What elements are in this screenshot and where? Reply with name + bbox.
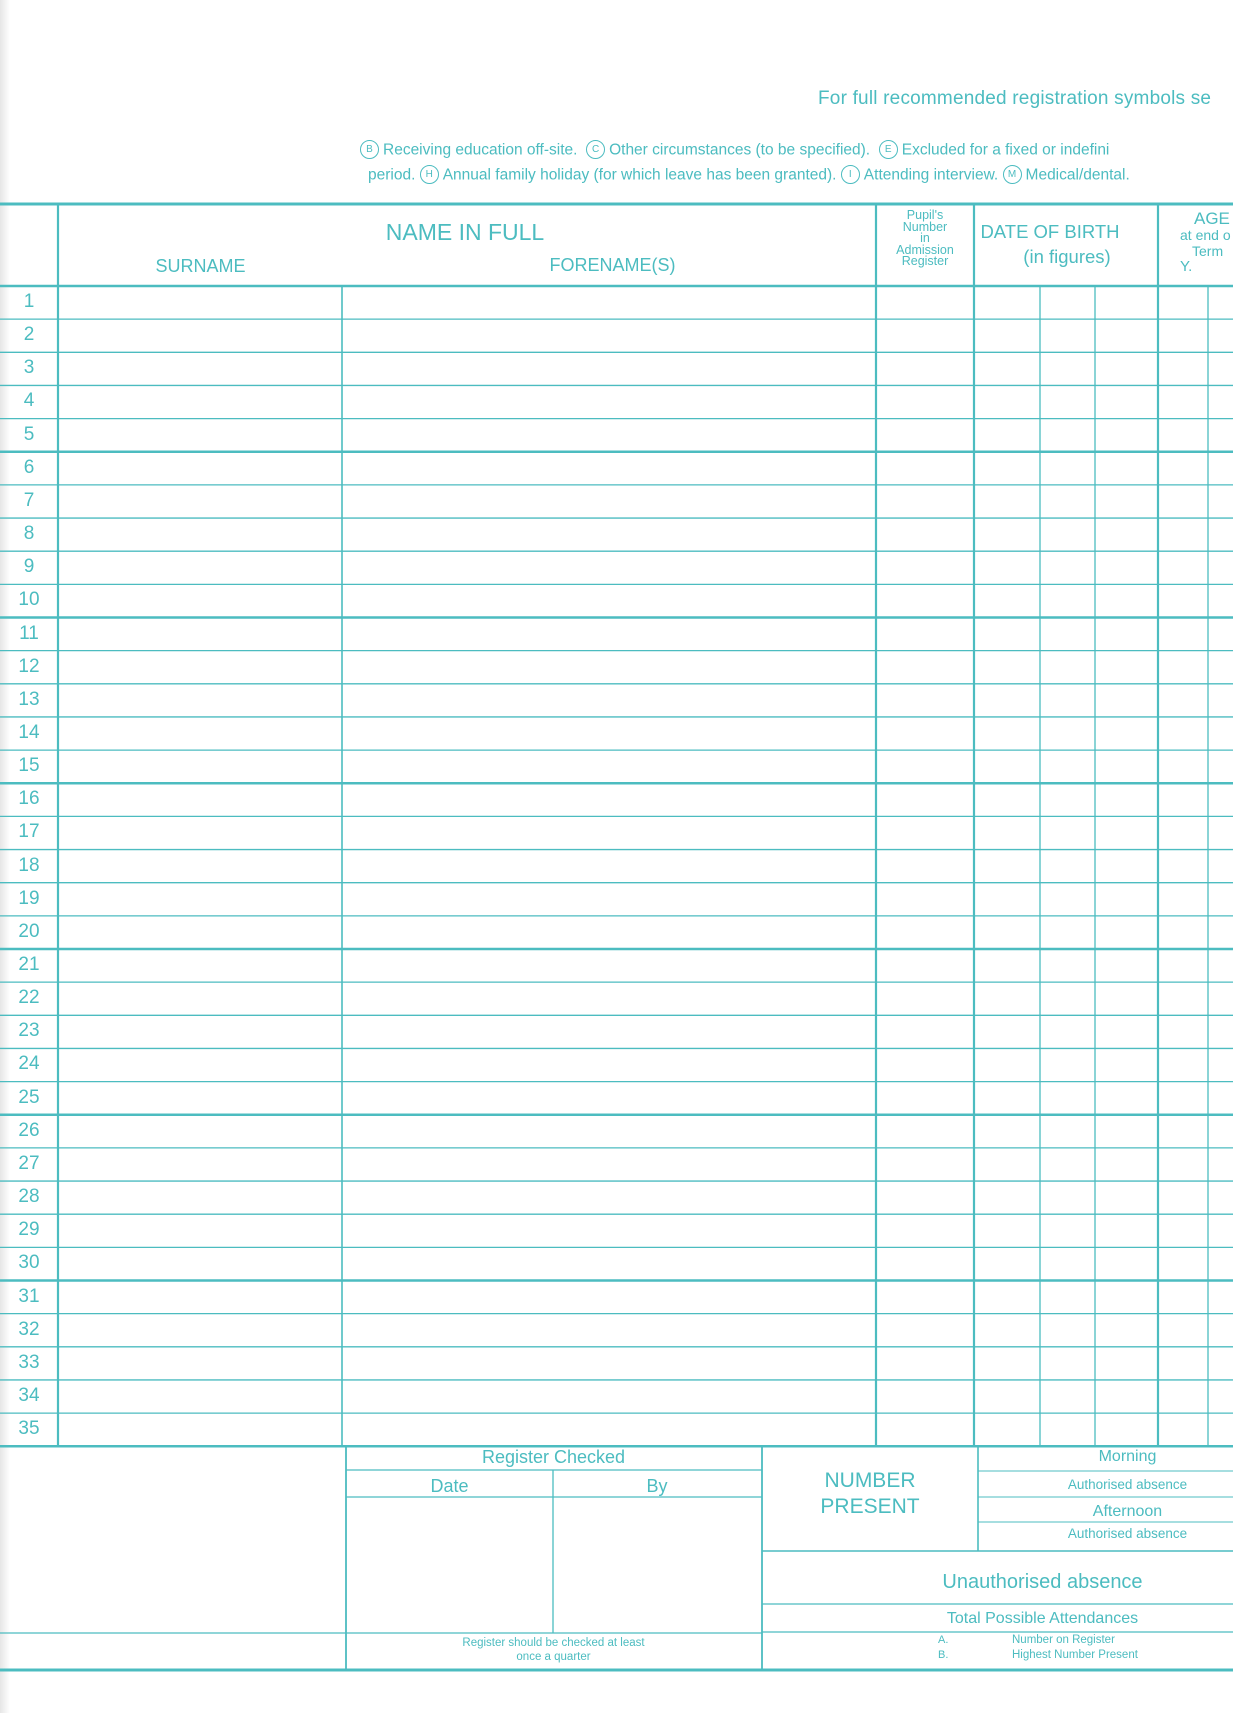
row-number: 14 xyxy=(18,721,40,743)
row-number: 35 xyxy=(18,1418,40,1440)
check-note-line-1: Register should be checked at least xyxy=(462,1637,645,1649)
pupil-number-header: Pupil's Number in Admission Register xyxy=(896,208,954,268)
legend-h-text: Annual family holiday (for which leave has been granted). xyxy=(442,166,837,184)
surname-header: SURNAME xyxy=(155,256,246,276)
legend-e-text: Excluded for a fixed or indefini xyxy=(901,141,1110,159)
legend-c-text: Other circumstances (to be specified). xyxy=(609,141,871,159)
symbol-m-icon: M xyxy=(1003,165,1022,184)
forenames-header: FORENAME(S) xyxy=(549,255,676,275)
symbol-h-icon: H xyxy=(420,165,439,184)
row-number: 28 xyxy=(18,1186,40,1208)
row-number: 25 xyxy=(18,1086,40,1108)
row-number: 18 xyxy=(18,854,40,876)
row-number: 7 xyxy=(23,489,35,511)
b-label: B. xyxy=(938,1649,949,1661)
row-number: 33 xyxy=(18,1351,40,1373)
date-label: Date xyxy=(430,1476,469,1496)
age-years-label: Y. xyxy=(1180,258,1193,275)
legend-b-text: Receiving education off-site. xyxy=(383,141,578,159)
authorised-absence-afternoon: Authorised absence xyxy=(1067,1526,1188,1541)
symbol-c-icon: C xyxy=(586,140,605,159)
legend-m-text: Medical/dental. xyxy=(1025,166,1130,184)
name-in-full-header: NAME IN FULL xyxy=(385,219,545,245)
row-number: 17 xyxy=(18,821,40,843)
row-number: 9 xyxy=(23,556,35,578)
highest-number-present-label: Highest Number Present xyxy=(1012,1649,1138,1661)
row-number: 16 xyxy=(18,788,40,810)
number-on-register-label: Number on Register xyxy=(1012,1634,1115,1646)
row-number: 29 xyxy=(18,1219,40,1241)
date-of-birth-subheader: (in figures) xyxy=(1023,246,1111,267)
row-number: 13 xyxy=(18,688,40,710)
row-number: 12 xyxy=(18,655,40,677)
row-number: 23 xyxy=(18,1020,40,1042)
row-number: 20 xyxy=(18,920,40,942)
row-number: 1 xyxy=(23,291,35,312)
legend-period-text: period. xyxy=(368,166,416,184)
row-number: 31 xyxy=(18,1285,40,1307)
number-present-line-2: PRESENT xyxy=(820,1495,920,1518)
age-subheader: at end o xyxy=(1180,227,1231,243)
unauthorised-absence-label: Unauthorised absence xyxy=(942,1571,1143,1593)
row-number: 6 xyxy=(23,456,35,478)
symbol-i-icon: I xyxy=(841,165,860,184)
morning-label: Morning xyxy=(1098,1448,1157,1465)
legend-i-text: Attending interview. xyxy=(863,166,999,184)
by-label: By xyxy=(646,1476,668,1496)
row-number: 2 xyxy=(23,324,35,346)
row-number: 10 xyxy=(18,589,40,611)
row-number: 15 xyxy=(18,755,40,777)
symbol-b-icon: B xyxy=(360,140,379,159)
total-possible-attendances-label: Total Possible Attendances xyxy=(946,1610,1139,1627)
date-of-birth-header: DATE OF BIRTH xyxy=(980,221,1120,242)
row-number: 26 xyxy=(18,1119,40,1141)
row-number: 4 xyxy=(23,390,35,412)
row-number: 11 xyxy=(19,622,39,644)
row-number: 32 xyxy=(18,1318,40,1340)
age-header: AGE xyxy=(1194,209,1230,228)
row-number: 5 xyxy=(23,423,35,445)
row-number: 30 xyxy=(18,1252,40,1274)
afternoon-label: Afternoon xyxy=(1092,1503,1163,1520)
row-number: 24 xyxy=(18,1053,40,1075)
authorised-absence-morning: Authorised absence xyxy=(1067,1477,1188,1492)
age-term-label: Term xyxy=(1192,243,1224,259)
number-present-line-1: NUMBER xyxy=(824,1469,916,1492)
check-note-line-2: once a quarter xyxy=(516,1651,591,1663)
row-number: 34 xyxy=(18,1384,40,1406)
row-number: 22 xyxy=(18,987,40,1009)
register-checked-label: Register Checked xyxy=(481,1447,626,1467)
row-number: 27 xyxy=(18,1152,40,1174)
symbol-e-icon: E xyxy=(879,140,898,159)
row-number: 21 xyxy=(18,954,40,975)
row-number: 19 xyxy=(18,887,40,909)
registration-symbols-note: For full recommended registration symbols se xyxy=(818,88,1212,109)
row-number: 3 xyxy=(23,357,35,379)
a-label: A. xyxy=(938,1634,949,1646)
row-number: 8 xyxy=(23,523,35,545)
